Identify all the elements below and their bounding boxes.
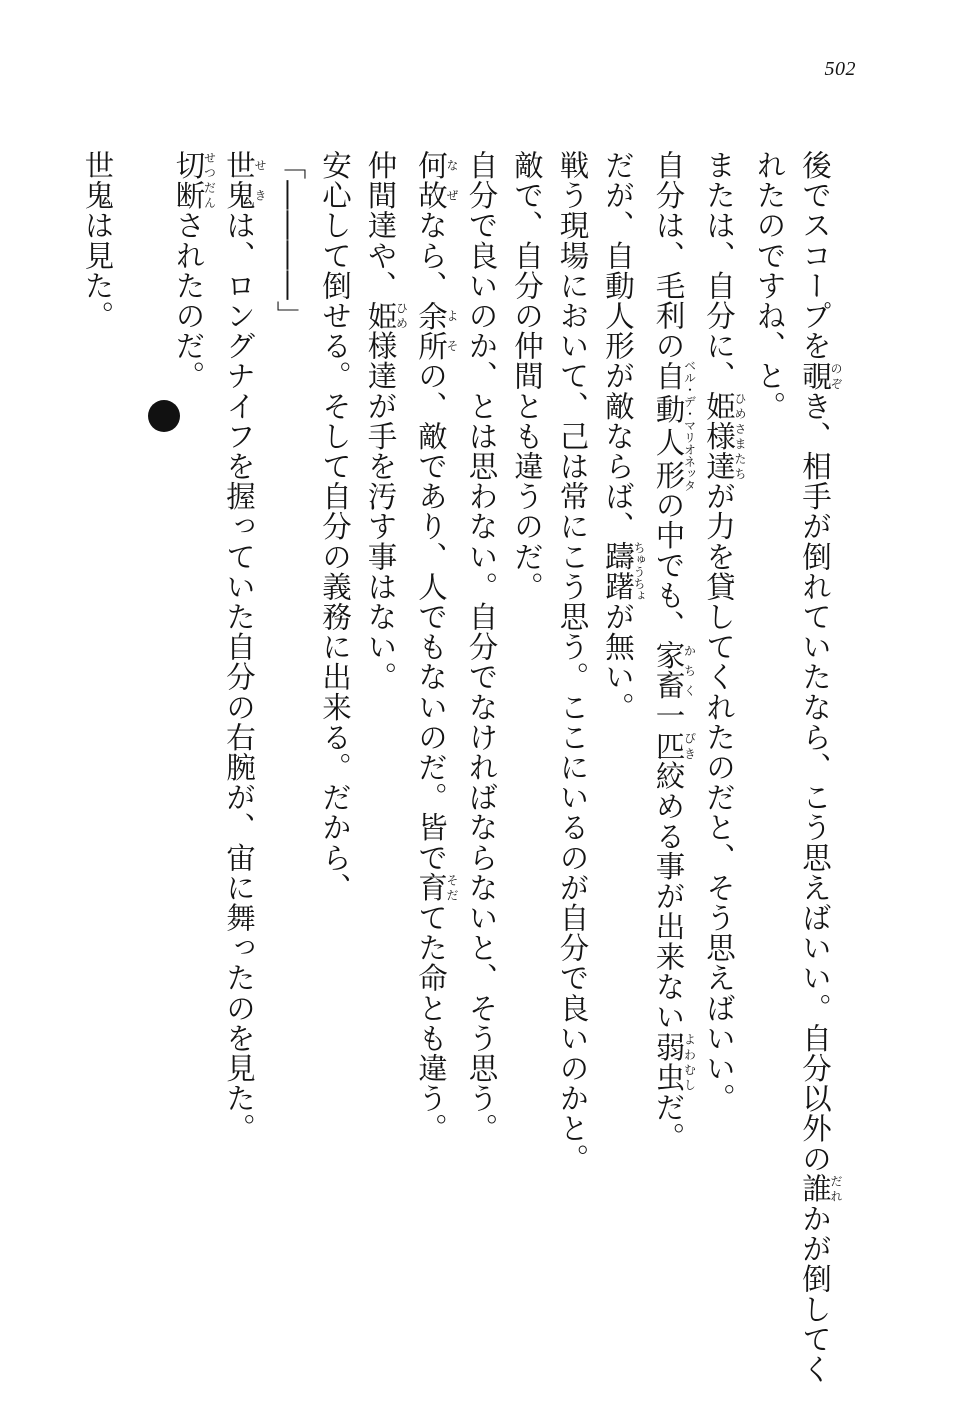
ruby-dare: だれ bbox=[829, 1173, 843, 1204]
ruby-yoso: よそ bbox=[445, 300, 459, 361]
text-line: 敵で、自分の仲間とも違うのだ。 bbox=[510, 150, 544, 602]
text-line: 後でスコープを覗のぞき、相手が倒れていたなら、こう思えばいい。自分以外の誰だれかが倒してく bbox=[798, 150, 843, 1385]
ruby-sodate: そだ bbox=[445, 872, 459, 903]
ruby-kachiku: かちく bbox=[682, 640, 697, 701]
ruby-bel-de-marionetta: ベル・デ・マリオネッタ bbox=[682, 359, 697, 492]
text-line: 自分で良いのか、とは思わない。自分でなければならないと、そう思う。 bbox=[464, 150, 499, 1144]
novel-text-block bbox=[74, 150, 843, 1385]
text-line: 何故なぜなら、余所よその、敵であり、人でもないのだ。皆で育そだてた命とも違う。 bbox=[414, 150, 459, 1144]
ruby-setsudan: せつだん bbox=[202, 150, 217, 211]
section-break-dot bbox=[148, 400, 180, 432]
page-number: 502 bbox=[824, 58, 856, 80]
text-line: 切断せつだんされたのだ。 bbox=[171, 150, 217, 391]
ruby-ppiki: ぴき bbox=[682, 730, 697, 761]
text-line: 世鬼は見た。 bbox=[80, 150, 115, 331]
text-line: れたのですね、と。 bbox=[752, 150, 787, 421]
text-line: 仲間達や、姫ひめ様達が手を汚す事はない。 bbox=[363, 150, 409, 692]
text-line: 安心して倒せる。そして自分の義務に出来る。だから、 bbox=[318, 150, 352, 903]
ruby-naze: なぜ bbox=[445, 150, 459, 211]
text-line: または、自分に、姫様達ひめさまたちが力を貸してくれたのだと、そう思えばいい。 bbox=[702, 150, 747, 1114]
ruby-himesamatachi: ひめさまたち bbox=[733, 390, 747, 482]
text-line: 戦う現場において、己は常にこう思う。ここにいるのが自分で良いのかと。 bbox=[555, 150, 590, 1174]
paragraph-gap bbox=[120, 150, 166, 1330]
ruby-nozo: のぞ bbox=[829, 360, 843, 391]
ruby-chuucho: ちゅうちょ bbox=[632, 541, 646, 602]
text-line: 「――――」 bbox=[272, 150, 307, 331]
text-line: 世鬼せきは、ロングナイフを握っていた自分の右腕が、宙に舞ったのを見た。 bbox=[222, 150, 267, 1144]
ruby-yowamushi: よわむし bbox=[682, 1031, 697, 1092]
ruby-seki: せき bbox=[253, 150, 267, 211]
ruby-hime: ひめ bbox=[394, 300, 409, 331]
text-line: だが、自動人形が敵ならば、躊躇ちゅうちょが無い。 bbox=[601, 150, 646, 722]
text-line: 自分は、毛利の自動人形ベル・デ・マリオネッタの中でも、家畜かちく一匹ぴき絞める事が出来ない弱虫よわむしだ。 bbox=[651, 150, 697, 1153]
